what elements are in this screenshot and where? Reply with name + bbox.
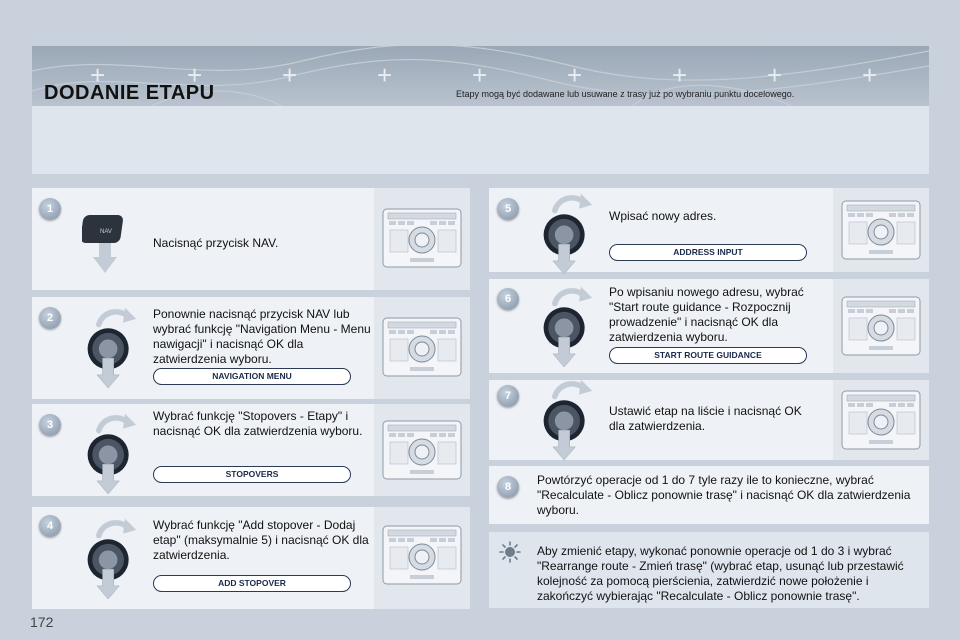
step-number-badge: 5 xyxy=(497,198,519,220)
step-number-badge: 7 xyxy=(497,385,519,407)
press-arrow-icon xyxy=(93,243,117,273)
menu-label-add-stopover: ADD STOPOVER xyxy=(153,575,351,592)
plus-icon: + xyxy=(472,60,488,90)
radio-unit-icon xyxy=(382,208,462,268)
plus-icon: + xyxy=(377,60,393,90)
tip-sun-icon xyxy=(499,541,521,563)
menu-label-navigation-menu: NAVIGATION MENU xyxy=(153,368,351,385)
radio-unit-icon xyxy=(382,420,462,480)
dial-knob-icon xyxy=(82,515,138,599)
step-number-badge: 1 xyxy=(39,198,61,220)
step-number-badge: 6 xyxy=(497,288,519,310)
radio-unit-icon xyxy=(841,200,921,260)
radio-unit-icon xyxy=(382,317,462,377)
plus-icon: + xyxy=(862,60,878,90)
dial-knob-icon xyxy=(538,376,594,460)
tip-text: Aby zmienić etapy, wykonać ponownie operacje od 1 do 3 i wybrać "Rearrange route - Zmień trasę" (wybrać etap, usunąć lub przestawić kolejność za pomocą pierścienia, zatwierdzić nowe położenie i zakończyć wybierając "Recalculate - Oblicz ponownie trasę". xyxy=(537,544,904,603)
step-6-text: Po wpisaniu nowego adresu, wybrać "Start route guidance - Rozpocznij prowadzenie" i nacisnąć OK dla zatwierdzenia wyboru. xyxy=(609,285,804,344)
plus-icon: + xyxy=(672,60,688,90)
dial-knob-icon xyxy=(82,410,138,494)
menu-label-stopovers: STOPOVERS xyxy=(153,466,351,483)
step-7-text: Ustawić etap na liście i nacisnąć OK dla zatwierdzenia. xyxy=(609,404,802,433)
step-2-text: Ponownie nacisnąć przycisk NAV lub wybrać funkcję "Navigation Menu - Menu nawigacji" i nacisnąć OK dla zatwierdzenia wyboru. xyxy=(153,307,371,366)
step-5-text: Wpisać nowy adres. xyxy=(609,209,717,223)
header-panel xyxy=(32,106,929,174)
dial-knob-icon xyxy=(538,190,594,274)
page-title: DODANIE ETAPU xyxy=(44,82,215,104)
menu-label-start-route-guidance: START ROUTE GUIDANCE xyxy=(609,347,807,364)
plus-icon: + xyxy=(90,60,106,90)
nav-button-icon xyxy=(82,213,128,275)
step-1-text: Nacisnąć przycisk NAV. xyxy=(153,236,279,250)
step-number-badge: 2 xyxy=(39,307,61,329)
step-number-badge: 4 xyxy=(39,515,61,537)
plus-icon: + xyxy=(567,60,583,90)
step-number-badge: 3 xyxy=(39,414,61,436)
menu-label-address-input: ADDRESS INPUT xyxy=(609,244,807,261)
intro-text: Etapy mogą być dodawane lub usuwane z trasy już po wybraniu punktu docelowego. xyxy=(456,89,795,99)
radio-unit-icon xyxy=(841,390,921,450)
plus-icon: + xyxy=(282,60,298,90)
plus-icon: + xyxy=(187,60,203,90)
radio-unit-icon xyxy=(382,525,462,585)
page-number: 172 xyxy=(30,614,54,630)
dial-knob-icon xyxy=(538,283,594,367)
step-4-text: Wybrać funkcję "Add stopover - Dodaj etap" (maksymalnie 5) i nacisnąć OK dla zatwierdzenia. xyxy=(153,518,369,562)
step-number-badge: 8 xyxy=(497,476,519,498)
radio-unit-icon xyxy=(841,296,921,356)
dial-knob-icon xyxy=(82,304,138,388)
nav-button-label: NAV xyxy=(100,229,112,235)
plus-icon: + xyxy=(767,60,783,90)
step-3-text: Wybrać funkcję "Stopovers - Etapy" i nacisnąć OK dla zatwierdzenia wyboru. xyxy=(153,409,363,438)
step-8-text: Powtórzyć operacje od 1 do 7 tyle razy ile to konieczne, wybrać "Recalculate - Oblicz ponownie trasę" i nacisnąć OK dla zatwierdzenia wyboru. xyxy=(537,473,911,517)
page-header xyxy=(32,46,929,174)
